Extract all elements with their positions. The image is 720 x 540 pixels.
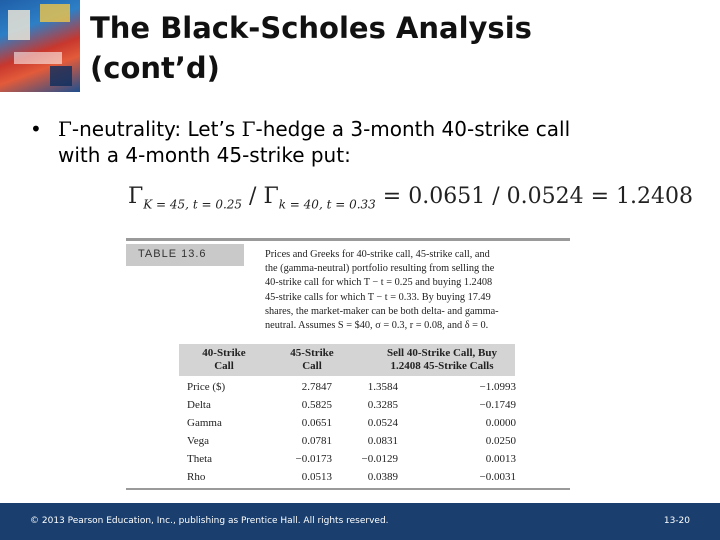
formula-slash: / <box>242 184 264 209</box>
cell-40-strike: 0.0781 <box>301 435 332 447</box>
copyright-notice: © 2013 Pearson Education, Inc., publishing as Prentice Hall. All rights reserved. <box>30 516 389 526</box>
col-header-40-strike <box>187 347 261 373</box>
formula-gamma-2: Γ <box>263 184 279 209</box>
table-row <box>184 397 524 415</box>
table-caption <box>265 248 565 333</box>
cell-45-strike: 0.0389 <box>367 471 398 483</box>
cell-40-strike: 0.0651 <box>301 417 332 429</box>
cell-45-strike: −0.0129 <box>361 453 398 465</box>
gamma-symbol: Γ <box>58 117 72 141</box>
cell-40-strike: 0.0513 <box>301 471 332 483</box>
cell-45-strike: 0.0524 <box>367 417 398 429</box>
bullet-text-b: -hedge a 3-month 40-strike call <box>255 117 571 141</box>
col-header-45-strike <box>275 347 349 373</box>
cell-portfolio: −0.0031 <box>479 471 516 483</box>
gamma-ratio-formula <box>128 184 693 224</box>
col-header-portfolio <box>371 347 513 373</box>
table-figure <box>126 238 570 493</box>
row-label: Delta <box>187 399 211 411</box>
row-label: Vega <box>187 435 209 447</box>
caption-line: shares, the market-maker can be both delta- and gamma- <box>265 305 499 317</box>
gamma-symbol-2: Γ <box>241 117 256 141</box>
col-header-line: 1.2408 45-Strike Calls <box>390 360 494 372</box>
bullet-text-line2: with a 4-month 45-strike put: <box>58 143 351 167</box>
caption-line: 45-strike calls for which T − t = 0.33. By buying 17.49 <box>265 291 491 303</box>
formula-rest: = 0.0651 / 0.0524 = 1.2408 <box>375 184 693 209</box>
cell-40-strike: −0.0173 <box>295 453 332 465</box>
caption-line: neutral. Assumes S = $40, σ = 0.3, r = 0.08, and δ = 0. <box>265 320 489 332</box>
cell-45-strike: 0.3285 <box>367 399 398 411</box>
col-header-line: Call <box>214 360 234 372</box>
cell-45-strike: 0.0831 <box>367 435 398 447</box>
table-bottom-rule <box>126 488 570 490</box>
bullet-text-a: -neutrality: Let’s <box>71 117 242 141</box>
cell-40-strike: 0.5825 <box>301 399 332 411</box>
table-row <box>184 451 524 469</box>
table-row <box>184 379 524 397</box>
table-header <box>179 344 515 376</box>
col-header-line: 40-Strike <box>202 347 246 359</box>
page-number: 13-20 <box>663 516 690 526</box>
row-label: Gamma <box>187 417 222 429</box>
cell-portfolio: −0.1749 <box>479 399 516 411</box>
cell-portfolio: 0.0013 <box>485 453 516 465</box>
table-top-rule <box>126 238 570 241</box>
cell-portfolio: 0.0000 <box>485 417 516 429</box>
caption-line: Prices and Greeks for 40-strike call, 45-strike call, and <box>265 249 490 260</box>
slide-title <box>90 8 690 88</box>
table-row <box>184 433 524 451</box>
bullet-text <box>58 116 708 168</box>
formula-sub-2: k = 40, t = 0.33 <box>278 197 376 212</box>
table-tag <box>126 244 244 266</box>
caption-line: the (gamma-neutral) portfolio resulting from selling the <box>265 263 495 275</box>
col-header-line: 45-Strike <box>290 347 334 359</box>
table-row <box>184 469 524 487</box>
col-header-line: Sell 40-Strike Call, Buy <box>386 347 497 359</box>
table-tag-label: TABLE 13.6 <box>138 248 207 260</box>
formula-gamma-1: Γ <box>128 184 144 209</box>
cell-40-strike: 2.7847 <box>301 381 332 393</box>
bullet-icon: • <box>30 117 42 141</box>
cell-portfolio: −1.0993 <box>479 381 516 393</box>
footer-bar <box>0 503 720 540</box>
col-header-line: Call <box>302 360 322 372</box>
title-line-1: The Black-Scholes Analysis <box>90 11 532 45</box>
row-label: Rho <box>187 471 206 483</box>
caption-line: 40-strike call for which T − t = 0.25 and buying 1.2408 <box>265 277 493 289</box>
title-line-2: (cont’d) <box>90 51 220 85</box>
cell-45-strike: 1.3584 <box>367 381 398 393</box>
cell-portfolio: 0.0250 <box>485 435 516 447</box>
row-label: Price ($) <box>187 381 226 393</box>
table-row <box>184 415 524 433</box>
row-label: Theta <box>187 453 213 465</box>
corner-decorative-image <box>0 0 80 92</box>
formula-sub-1: K = 45, t = 0.25 <box>143 197 243 212</box>
